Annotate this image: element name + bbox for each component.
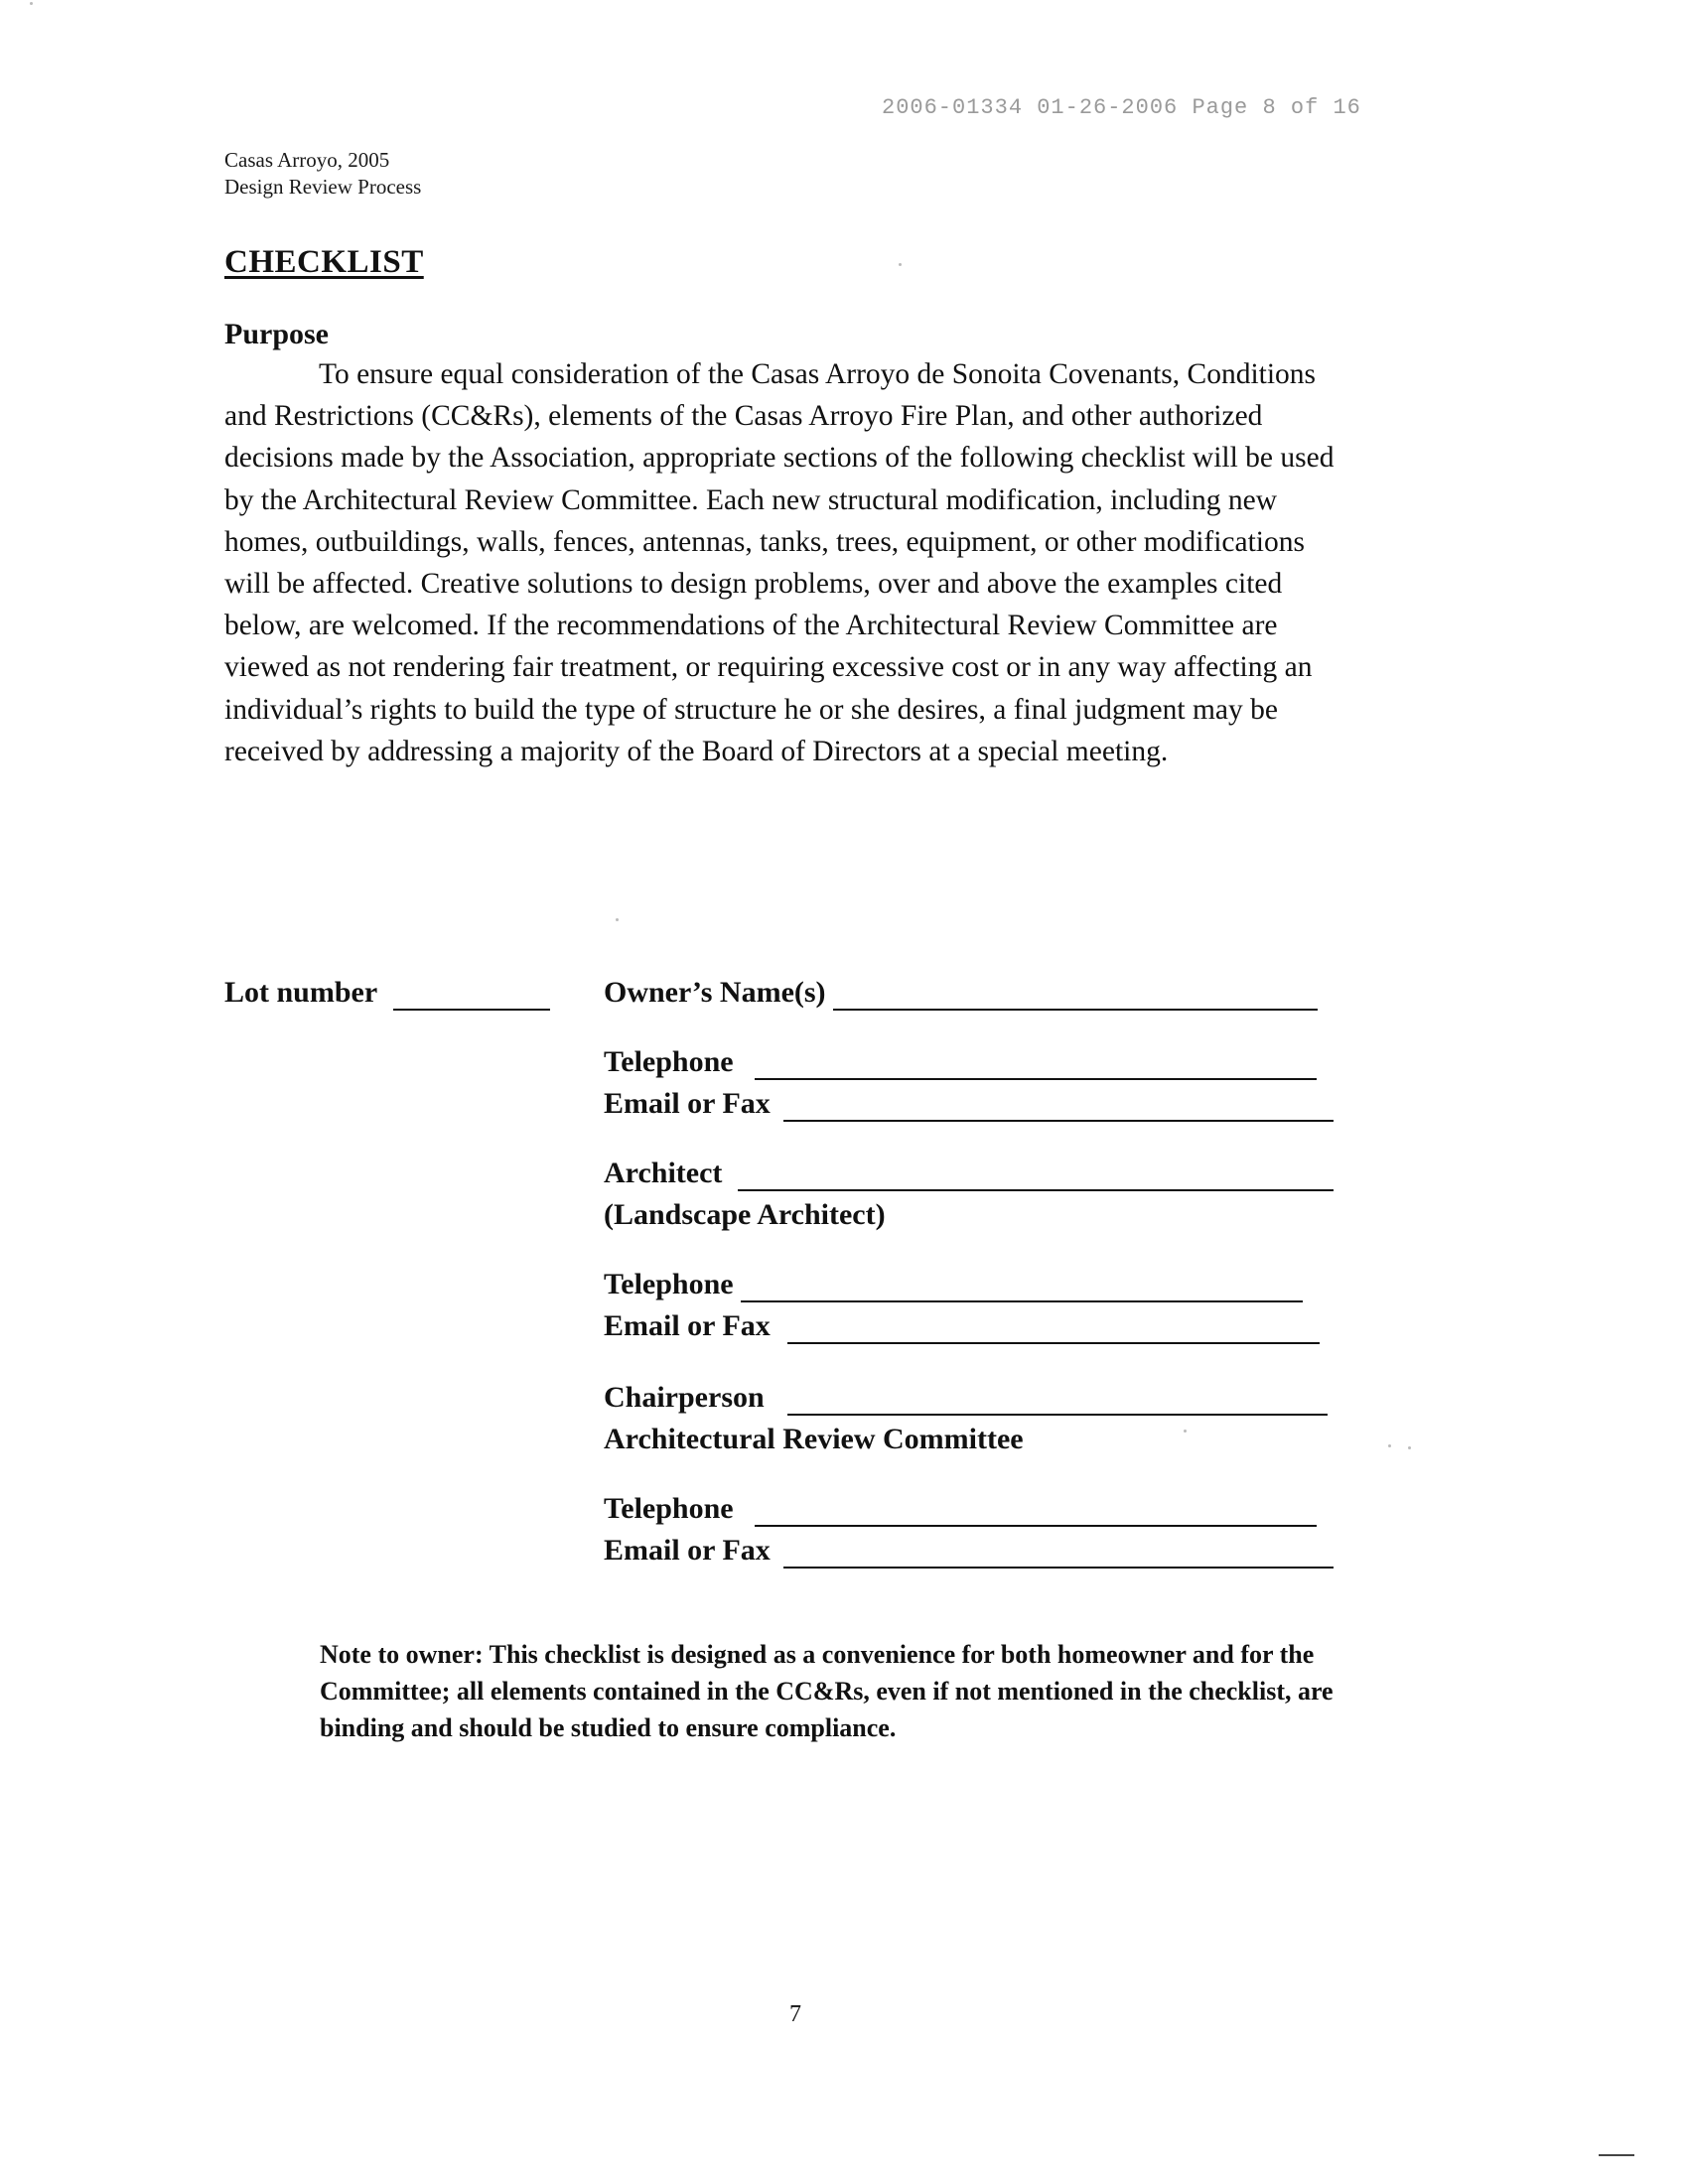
architect-telephone-field <box>604 1267 1303 1302</box>
chair-telephone-field <box>604 1491 1317 1527</box>
owner-email-field <box>604 1086 1334 1122</box>
lot-number-blank[interactable] <box>393 979 550 1011</box>
owner-email-blank[interactable] <box>783 1090 1334 1122</box>
chairperson-field <box>604 1380 1328 1416</box>
lot-number-field <box>224 975 550 1011</box>
architect-telephone-blank[interactable] <box>741 1271 1303 1302</box>
scan-speck <box>30 2 33 5</box>
page-number: 7 <box>789 2001 801 2027</box>
chair-email-blank[interactable] <box>783 1537 1334 1569</box>
chair-email-field <box>604 1533 1334 1569</box>
committee-label: Architectural Review Committee <box>604 1423 1024 1455</box>
architect-blank[interactable] <box>738 1160 1334 1191</box>
document-header <box>224 147 421 201</box>
architect-label: Architect <box>604 1157 723 1189</box>
chairperson-blank[interactable] <box>787 1384 1328 1416</box>
header-line-2: Design Review Process <box>224 175 422 199</box>
owner-name-label: Owner’s Name(s) <box>604 976 826 1009</box>
chair-telephone-blank[interactable] <box>755 1495 1317 1527</box>
owner-telephone-blank[interactable] <box>755 1048 1317 1080</box>
owner-email-label: Email or Fax <box>604 1087 771 1120</box>
note-to-owner: Note to owner: This checklist is designed as a convenience for both homeowner and for the Committee; all elements contained in the CC&Rs, even if not mentioned in the checklist, are binding and should be studied to ensure compliance. <box>320 1640 1334 1742</box>
scan-edge-mark <box>1599 2154 1634 2156</box>
scan-speck <box>1408 1446 1411 1449</box>
scan-speck <box>1388 1444 1391 1447</box>
architect-telephone-label: Telephone <box>604 1268 734 1300</box>
header-line-1: Casas Arroyo, 2005 <box>224 148 390 172</box>
architect-field <box>604 1156 1334 1191</box>
owner-name-blank[interactable] <box>833 979 1318 1011</box>
recording-stamp: 2006-01334 01-26-2006 Page 8 of 16 <box>882 95 1361 120</box>
landscape-architect-label: (Landscape Architect) <box>604 1198 886 1231</box>
chair-email-label: Email or Fax <box>604 1534 771 1567</box>
owner-telephone-label: Telephone <box>604 1045 734 1078</box>
lot-number-label: Lot number <box>224 976 378 1009</box>
chairperson-label: Chairperson <box>604 1381 765 1414</box>
purpose-paragraph: To ensure equal consideration of the Casas Arroyo de Sonoita Covenants, Conditions and Restrictions (CC&Rs), elements of the Casas Arroyo Fire Plan, and other authorized decisions made by the Association, appropriate sections of the following checklist will be used by the Architectural Review Committee. Each new structural modification, including new homes, outbuildings, walls, fences, antennas, tanks, trees, equipment, or other modifications will be affected. Creative solutions to design problems, over and above the examples cited below, are welcomed. If the recommendations of the Architectural Review Committee are viewed as not rendering fair treatment, or requiring excessive cost or in any way affecting an individual’s rights to build the type of structure he or she desires, a final judgment may be received by addressing a majority of the Board of Directors at a special meeting. <box>224 358 1335 767</box>
owner-telephone-field <box>604 1044 1317 1080</box>
purpose-heading: Purpose <box>224 318 329 350</box>
scan-speck <box>616 918 619 921</box>
architect-email-blank[interactable] <box>787 1312 1320 1344</box>
chair-telephone-label: Telephone <box>604 1492 734 1525</box>
architect-email-label: Email or Fax <box>604 1309 771 1342</box>
owner-name-field <box>604 975 1318 1011</box>
page-title: CHECKLIST <box>224 244 424 280</box>
architect-email-field <box>604 1308 1320 1344</box>
scan-speck <box>899 263 902 266</box>
scan-speck <box>1184 1430 1187 1433</box>
